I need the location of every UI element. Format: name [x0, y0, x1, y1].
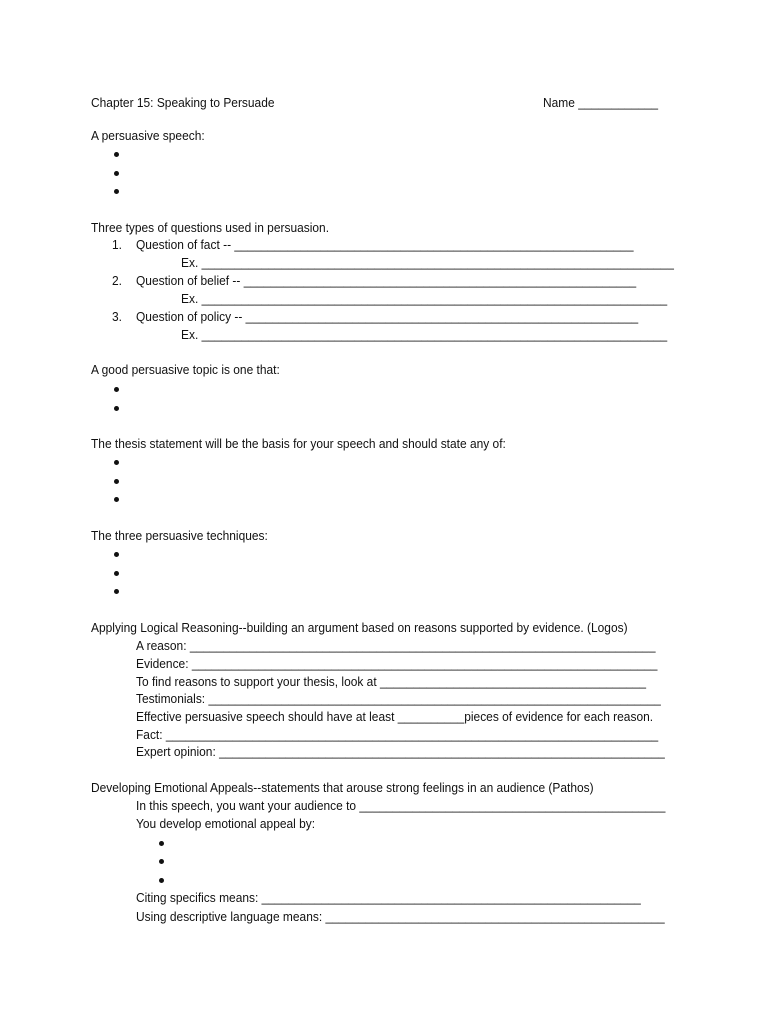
find-reasons-line: To find reasons to support your thesis, look at ________________________________________: [136, 674, 647, 689]
list-number: 1.: [112, 237, 122, 252]
page-title: Chapter 15: Speaking to Persuade: [91, 95, 275, 110]
persuasive-speech-heading: A persuasive speech:: [91, 128, 205, 143]
bullet-icon: [114, 552, 119, 557]
bullet-icon: [159, 878, 164, 883]
bullet-icon: [159, 841, 164, 846]
evidence-line: Evidence: ______________________________________________________________________: [136, 656, 658, 671]
bullet-icon: [114, 460, 119, 465]
question-of-belief-example: Ex. ______________________________________________________________________: [181, 291, 668, 306]
testimonials-line: Testimonials: ____________________________________________________________________: [136, 691, 661, 706]
bullet-icon: [114, 571, 119, 576]
list-number: 2.: [112, 273, 122, 288]
develop-appeal-line: You develop emotional appeal by:: [136, 816, 316, 831]
bullet-icon: [114, 589, 119, 594]
citing-specifics-line: Citing specifics means: _________________________________________________________: [136, 890, 641, 905]
descriptive-language-line: Using descriptive language means: ___________________________________________________: [136, 909, 665, 924]
evidence-count-line: Effective persuasive speech should have at least __________pieces of evidence for each reason.: [136, 709, 654, 724]
bullet-icon: [159, 859, 164, 864]
question-of-belief-line: Question of belief -- ___________________________________________________________: [136, 273, 637, 288]
name-field: Name ____________: [543, 95, 659, 110]
fact-line: Fact: __________________________________________________________________________: [136, 727, 659, 742]
question-of-fact-line: Question of fact -- ____________________________________________________________: [136, 237, 634, 252]
question-of-policy-line: Question of policy -- ___________________________________________________________: [136, 309, 639, 324]
question-of-policy-example: Ex. ______________________________________________________________________: [181, 327, 668, 342]
bullet-icon: [114, 171, 119, 176]
thesis-heading: The thesis statement will be the basis for your speech and should state any of:: [91, 436, 506, 451]
logos-heading: Applying Logical Reasoning--building an argument based on reasons supported by evidence. (Logos): [91, 620, 628, 635]
bullet-icon: [114, 406, 119, 411]
good-topic-heading: A good persuasive topic is one that:: [91, 362, 280, 377]
bullet-icon: [114, 152, 119, 157]
question-of-fact-example: Ex. _______________________________________________________________________: [181, 255, 674, 270]
bullet-icon: [114, 387, 119, 392]
techniques-heading: The three persuasive techniques:: [91, 528, 268, 543]
bullet-icon: [114, 497, 119, 502]
bullet-icon: [114, 479, 119, 484]
reason-line: A reason: ______________________________________________________________________: [136, 638, 656, 653]
pathos-heading: Developing Emotional Appeals--statements that arouse strong feelings in an audience (Pathos): [91, 780, 594, 795]
expert-opinion-line: Expert opinion: ___________________________________________________________________: [136, 744, 665, 759]
bullet-icon: [114, 189, 119, 194]
list-number: 3.: [112, 309, 122, 324]
audience-line: In this speech, you want your audience to ______________________________________________: [136, 798, 666, 813]
question-types-heading: Three types of questions used in persuasion.: [91, 220, 330, 235]
